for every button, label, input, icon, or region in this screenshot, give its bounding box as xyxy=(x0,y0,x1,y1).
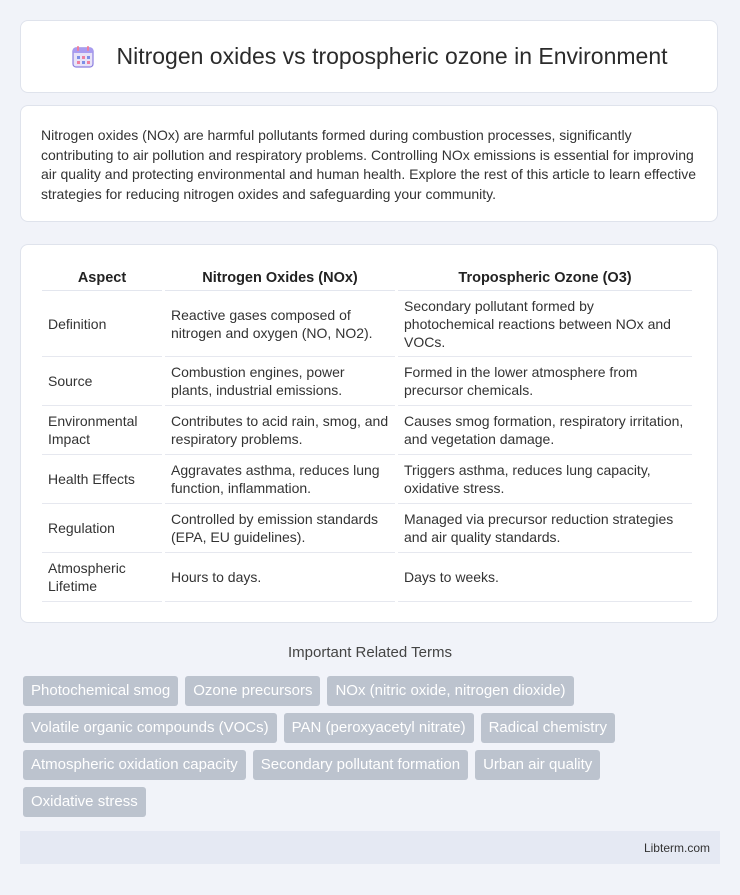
footer xyxy=(20,831,720,864)
related-term-tag[interactable]: Ozone precursors xyxy=(185,676,320,706)
related-term-tag[interactable]: Radical chemistry xyxy=(481,713,615,743)
related-term-tag[interactable]: Atmospheric oxidation capacity xyxy=(23,750,246,780)
page-title: Nitrogen oxides vs tropospheric ozone in Environment xyxy=(116,43,668,69)
row-nox: Reactive gases composed of nitrogen and oxygen (NO, NO2). xyxy=(165,291,395,357)
calendar-grid-icon xyxy=(70,44,96,70)
row-nox: Controlled by emission standards (EPA, EU guidelines). xyxy=(165,504,395,553)
related-term-tag[interactable]: Urban air quality xyxy=(475,750,600,780)
row-ozone: Triggers asthma, reduces lung capacity, oxidative stress. xyxy=(398,455,692,504)
row-aspect: Source xyxy=(42,357,162,406)
header-nox: Nitrogen Oxides (NOx) xyxy=(165,265,395,291)
row-nox: Contributes to acid rain, smog, and respiratory problems. xyxy=(165,406,395,455)
title-card xyxy=(20,20,718,93)
table-row xyxy=(42,553,692,602)
row-aspect: Regulation xyxy=(42,504,162,553)
table-row xyxy=(42,291,692,357)
row-aspect: Health Effects xyxy=(42,455,162,504)
related-term-tag[interactable]: Secondary pollutant formation xyxy=(253,750,468,780)
related-term-tag[interactable]: PAN (peroxyacetyl nitrate) xyxy=(284,713,474,743)
related-terms-title: Important Related Terms xyxy=(288,644,452,661)
row-nox: Combustion engines, power plants, industrial emissions. xyxy=(165,357,395,406)
footer-site-link[interactable]: Libterm.com xyxy=(643,840,710,855)
row-aspect: Definition xyxy=(42,291,162,357)
header-ozone: Tropospheric Ozone (O3) xyxy=(398,265,692,291)
header-aspect: Aspect xyxy=(42,265,162,291)
intro-card xyxy=(20,105,718,222)
row-ozone: Managed via precursor reduction strategies and air quality standards. xyxy=(398,504,692,553)
intro-text: Nitrogen oxides (NOx) are harmful pollutants formed during combustion processes, significantly contributing to air pollution and respiratory problems. Controlling NOx emissions is essential for improving air quality and protecting environmental and human health. Explore the rest of this article to learn effective strategies for reducing nitrogen oxides and safeguarding your community. xyxy=(41,127,697,202)
related-term-tag[interactable]: NOx (nitric oxide, nitrogen dioxide) xyxy=(327,676,573,706)
table-header-row xyxy=(42,265,692,291)
related-term-tag[interactable]: Photochemical smog xyxy=(23,676,178,706)
table-row xyxy=(42,504,692,553)
row-ozone: Causes smog formation, respiratory irritation, and vegetation damage. xyxy=(398,406,692,455)
table-row xyxy=(42,406,692,455)
comparison-card xyxy=(20,244,718,623)
table-row xyxy=(42,455,692,504)
row-nox: Aggravates asthma, reduces lung function, inflammation. xyxy=(165,455,395,504)
row-aspect: Environmental Impact xyxy=(42,406,162,455)
related-term-tag[interactable]: Oxidative stress xyxy=(23,787,146,817)
table-row xyxy=(42,357,692,406)
comparison-table xyxy=(39,265,695,602)
row-nox: Hours to days. xyxy=(165,553,395,602)
row-ozone: Formed in the lower atmosphere from precursor chemicals. xyxy=(398,357,692,406)
related-term-tag[interactable]: Volatile organic compounds (VOCs) xyxy=(23,713,277,743)
row-ozone: Days to weeks. xyxy=(398,553,692,602)
row-aspect: Atmospheric Lifetime xyxy=(42,553,162,602)
related-terms-list xyxy=(23,676,703,817)
row-ozone: Secondary pollutant formed by photochemical reactions between NOx and VOCs. xyxy=(398,291,692,357)
